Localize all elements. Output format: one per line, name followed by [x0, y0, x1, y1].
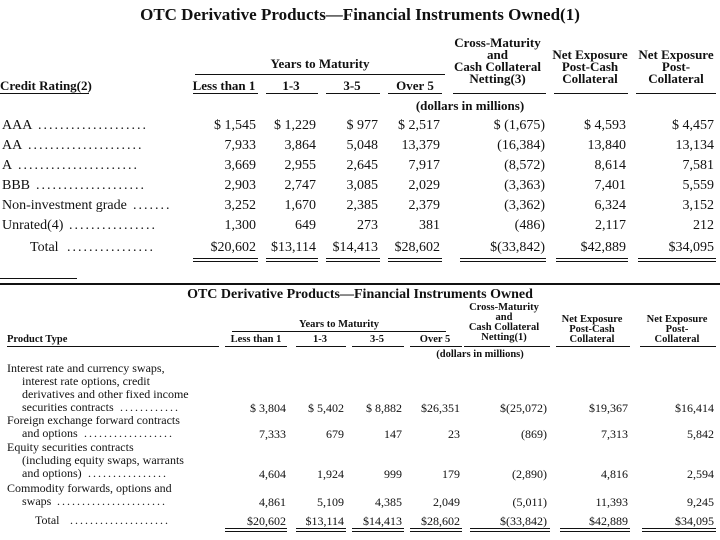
table1-cell-1-3: 3,864 [284, 138, 316, 153]
table1-cell-net-cash: 6,324 [594, 198, 626, 213]
table1-cell-over-5: 13,379 [401, 138, 440, 153]
table1-total-rule [556, 258, 628, 259]
table1-cell-net-cash: 2,117 [595, 218, 626, 233]
table1-total-netting: $(33,842) [490, 240, 545, 255]
table2-total-rule [470, 531, 550, 532]
table2-total-less-than-1: $20,602 [247, 514, 286, 528]
table2-total-rule [296, 528, 346, 529]
table1-cell-netting: (3,362) [504, 198, 545, 213]
table1-cell-less-than-1: 3,252 [224, 198, 256, 213]
table1-cell-less-than-1: 2,903 [224, 178, 256, 193]
table1-total-rule [460, 261, 546, 262]
table2-years-header: Years to Maturity [299, 319, 379, 330]
table1-row-label: AAA [2, 118, 33, 133]
table2-net-cash-header: Net Exposure Post-Cash Collateral [561, 314, 623, 345]
table2-row-dots: ................ [88, 467, 168, 480]
table1-cell-3-5: $ 977 [346, 118, 378, 133]
table1-total-rule [326, 258, 380, 259]
table1-cell-net-collateral: 7,581 [682, 158, 714, 173]
table2-total-net-collateral: $34,095 [675, 514, 714, 528]
table2-cell-3-5: 999 [384, 467, 402, 481]
table1-row-header: Credit Rating(2) [0, 78, 92, 93]
table1-total-rule [388, 258, 442, 259]
table1-row-dots: ...................... [18, 158, 139, 173]
table2-title: OTC Derivative Products—Financial Instruments Owned [187, 287, 533, 302]
table1-row-label: Non-investment grade [2, 198, 127, 213]
table2-cell-less-than-1: 7,333 [259, 427, 286, 441]
table1-cell-net-collateral: 13,134 [675, 138, 714, 153]
table1-cell-less-than-1: 7,933 [224, 138, 256, 153]
table1-total-rule [326, 261, 380, 262]
table1-cell-netting: (3,363) [504, 178, 545, 193]
table2-cell-1-3: 5,109 [317, 495, 344, 509]
table2-cell-net-collateral: 2,594 [687, 467, 714, 481]
table1-total-dots: ................ [67, 240, 155, 255]
table1-row-dots: .................... [38, 118, 148, 133]
table2-total-dots: .................... [70, 513, 170, 527]
table1-row-dots: ....... [133, 198, 172, 213]
table2-cell-netting: (869) [521, 427, 547, 441]
table1-cell-netting: $ (1,675) [493, 118, 545, 133]
table1-cell-over-5: 381 [419, 218, 440, 233]
table1-row-label: AA [2, 138, 23, 153]
table1-header-rule [636, 93, 716, 94]
table2-cell-over-5: 179 [442, 467, 460, 481]
table2-cell-1-3: 1,924 [317, 467, 344, 481]
table1-net-cash-header: Net Exposure Post-Cash Collateral [552, 47, 628, 86]
table1-row-dots: ..................... [28, 138, 144, 153]
table1-cell-net-cash: $ 4,593 [584, 118, 626, 133]
table1-total-1-3: $13,114 [271, 240, 316, 255]
table2-header-rule [296, 346, 346, 347]
table1-row-label: BBB [2, 178, 31, 193]
table2-row-label: securities contracts [22, 400, 114, 414]
table2-netting-header: Cross-Maturity and Cash Collateral Netting(1) [468, 302, 540, 343]
table2-total-rule [352, 531, 404, 532]
table1-col-less-than-1: Less than 1 [192, 78, 256, 93]
table2-row-dots: ............ [120, 401, 180, 414]
table2-cell-net-cash: 4,816 [601, 467, 628, 481]
table1-row-label: A [2, 158, 13, 173]
table2-cell-netting: (2,890) [512, 467, 547, 481]
table1-col-3-5: 3-5 [343, 78, 361, 93]
table2-cell-net-collateral: $16,414 [675, 401, 714, 415]
table2-cell-3-5: 4,385 [375, 495, 402, 509]
table2-cell-1-3: 679 [326, 427, 344, 441]
table2-col-over-5: Over 5 [419, 334, 451, 345]
table2-years-rule [232, 331, 446, 332]
table1-cell-3-5: 5,048 [346, 138, 378, 153]
table2-cell-less-than-1: $ 3,804 [250, 401, 286, 415]
table2-total-rule [225, 531, 287, 532]
table2-cell-netting: $(25,072) [500, 401, 547, 415]
table2-cell-1-3: $ 5,402 [308, 401, 344, 415]
table2-col-less-than-1: Less than 1 [230, 334, 282, 345]
table1-years-header: Years to Maturity [270, 56, 370, 71]
table1-cell-1-3: 1,670 [284, 198, 316, 213]
table1-total-over-5: $28,602 [394, 240, 440, 255]
table2-total-rule [642, 531, 716, 532]
table1-header-rule [326, 93, 380, 94]
table1-total-rule [193, 258, 258, 259]
table2-header-rule [410, 346, 462, 347]
table2-cell-3-5: 147 [384, 427, 402, 441]
table1-footnote-rule [0, 278, 77, 279]
table1-header-rule [388, 93, 442, 94]
table2-row-label: Commodity forwards, options and [7, 481, 172, 495]
table1-header-rule [453, 93, 546, 94]
table2-cell-3-5: $ 8,882 [366, 401, 402, 415]
table1-title: OTC Derivative Products—Financial Instruments Owned(1) [140, 5, 580, 24]
table1-cell-over-5: 7,917 [408, 158, 440, 173]
table1-col-over-5: Over 5 [396, 78, 434, 93]
table1-cell-less-than-1: 1,300 [224, 218, 256, 233]
table2-cell-less-than-1: 4,604 [259, 467, 286, 481]
table2-total-rule [225, 528, 287, 529]
table2-net-collateral-header: Net Exposure Post- Collateral [646, 314, 708, 345]
table2-total-rule [560, 531, 630, 532]
table1-cell-over-5: 2,029 [408, 178, 440, 193]
table2-header-rule [225, 346, 287, 347]
table2-total-rule [560, 528, 630, 529]
table1-total-rule [460, 258, 546, 259]
table1-total-rule [556, 261, 628, 262]
table2-row-label: Foreign exchange forward contracts [7, 413, 180, 427]
table1-total-rule [266, 258, 318, 259]
table2-header-rule [464, 346, 550, 347]
table1-years-rule [195, 74, 445, 75]
table2-total-label: Total [35, 513, 60, 527]
table2-cell-net-collateral: 9,245 [687, 495, 714, 509]
table2-row-dots: .................. [84, 427, 174, 440]
table2-row-label: and options) [22, 466, 82, 480]
table1-cell-net-collateral: 5,559 [682, 178, 714, 193]
table1-cell-3-5: 2,645 [346, 158, 378, 173]
table1-total-label: Total [30, 240, 59, 255]
table2-row-label: derivatives and other fixed income [22, 387, 189, 401]
table2-cell-over-5: 23 [448, 427, 460, 441]
table1-cell-1-3: 2,955 [284, 158, 316, 173]
table2-row-label: and options [22, 426, 78, 440]
table2-total-rule [410, 531, 462, 532]
table2-total-netting: $(33,842) [500, 514, 547, 528]
table1-cell-net-collateral: $ 4,457 [672, 118, 714, 133]
table1-cell-over-5: 2,379 [408, 198, 440, 213]
table1-total-net-collateral: $34,095 [668, 240, 714, 255]
table2-total-over-5: $28,602 [421, 514, 460, 528]
table2-row-header: Product Type [7, 334, 68, 345]
table1-header-rule [554, 93, 628, 94]
table2-col-3-5: 3-5 [370, 334, 384, 345]
table2-header-rule [640, 346, 716, 347]
section-divider [0, 283, 720, 285]
table1-cell-net-cash: 7,401 [594, 178, 626, 193]
table2-cell-over-5: 2,049 [433, 495, 460, 509]
table1-total-3-5: $14,413 [332, 240, 378, 255]
table2-row-label: Interest rate and currency swaps, [7, 361, 165, 375]
table1-cell-net-cash: 13,840 [587, 138, 626, 153]
table1-cell-netting: (16,384) [497, 138, 545, 153]
table1-row-dots: ................ [69, 218, 157, 233]
table1-cell-net-collateral: 3,152 [682, 198, 714, 213]
table1-cell-3-5: 273 [357, 218, 378, 233]
table2-cell-net-cash: 7,313 [601, 427, 628, 441]
table1-cell-less-than-1: 3,669 [224, 158, 256, 173]
table1-cell-netting: (486) [514, 218, 545, 233]
table1-cell-net-collateral: 212 [693, 218, 714, 233]
table2-total-1-3: $13,114 [305, 514, 344, 528]
table1-cell-over-5: $ 2,517 [398, 118, 440, 133]
table1-cell-3-5: 2,385 [346, 198, 378, 213]
table2-cell-net-cash: 11,393 [595, 495, 628, 509]
table2-cell-over-5: $26,351 [421, 401, 460, 415]
table2-header-rule [7, 346, 219, 347]
table1-cell-1-3: 649 [295, 218, 316, 233]
table1-row-label: Unrated(4) [2, 218, 64, 233]
table2-cell-netting: (5,011) [512, 495, 547, 509]
table1-total-rule [388, 261, 442, 262]
table1-header-rule [0, 93, 89, 94]
table1-cell-1-3: $ 1,229 [274, 118, 316, 133]
table1-total-rule [638, 258, 716, 259]
table2-row-label: (including equity swaps, warrants [22, 453, 184, 467]
table2-total-rule [296, 531, 346, 532]
table1-cell-1-3: 2,747 [284, 178, 316, 193]
table2-units: (dollars in millions) [436, 349, 524, 360]
table2-total-3-5: $14,413 [363, 514, 402, 528]
table1-net-collateral-header: Net Exposure Post- Collateral [638, 47, 714, 86]
table1-units: (dollars in millions) [415, 98, 525, 113]
table1-cell-netting: (8,572) [504, 158, 545, 173]
table1-row-dots: .................... [36, 178, 146, 193]
table2-cell-less-than-1: 4,861 [259, 495, 286, 509]
table1-total-net-cash: $42,889 [580, 240, 626, 255]
table1-total-less-than-1: $20,602 [210, 240, 256, 255]
table2-header-rule [556, 346, 630, 347]
table1-total-rule [193, 261, 258, 262]
table1-netting-header: Cross-Maturity and Cash Collateral Netting(3) [453, 35, 542, 86]
table2-total-rule [352, 528, 404, 529]
table1-col-1-3: 1-3 [282, 78, 300, 93]
table2-col-1-3: 1-3 [313, 334, 327, 345]
table2-total-net-cash: $42,889 [589, 514, 628, 528]
table1-total-rule [266, 261, 318, 262]
table2-total-rule [642, 528, 716, 529]
table1-header-rule [266, 93, 318, 94]
table1-total-rule [638, 261, 716, 262]
table2-cell-net-cash: $19,367 [589, 401, 628, 415]
table2-header-rule [352, 346, 404, 347]
table2-row-dots: ...................... [57, 495, 167, 508]
table2-row-label: interest rate options, credit [22, 374, 150, 388]
table1-cell-net-cash: 8,614 [594, 158, 626, 173]
table2-total-rule [470, 528, 550, 529]
table2-cell-net-collateral: 5,842 [687, 427, 714, 441]
table1-cell-3-5: 3,085 [346, 178, 378, 193]
table2-total-rule [410, 528, 462, 529]
table2-row-label: Equity securities contracts [7, 440, 134, 454]
table1-cell-less-than-1: $ 1,545 [214, 118, 256, 133]
table2-row-label: swaps [22, 494, 52, 508]
table1-header-rule [193, 93, 258, 94]
